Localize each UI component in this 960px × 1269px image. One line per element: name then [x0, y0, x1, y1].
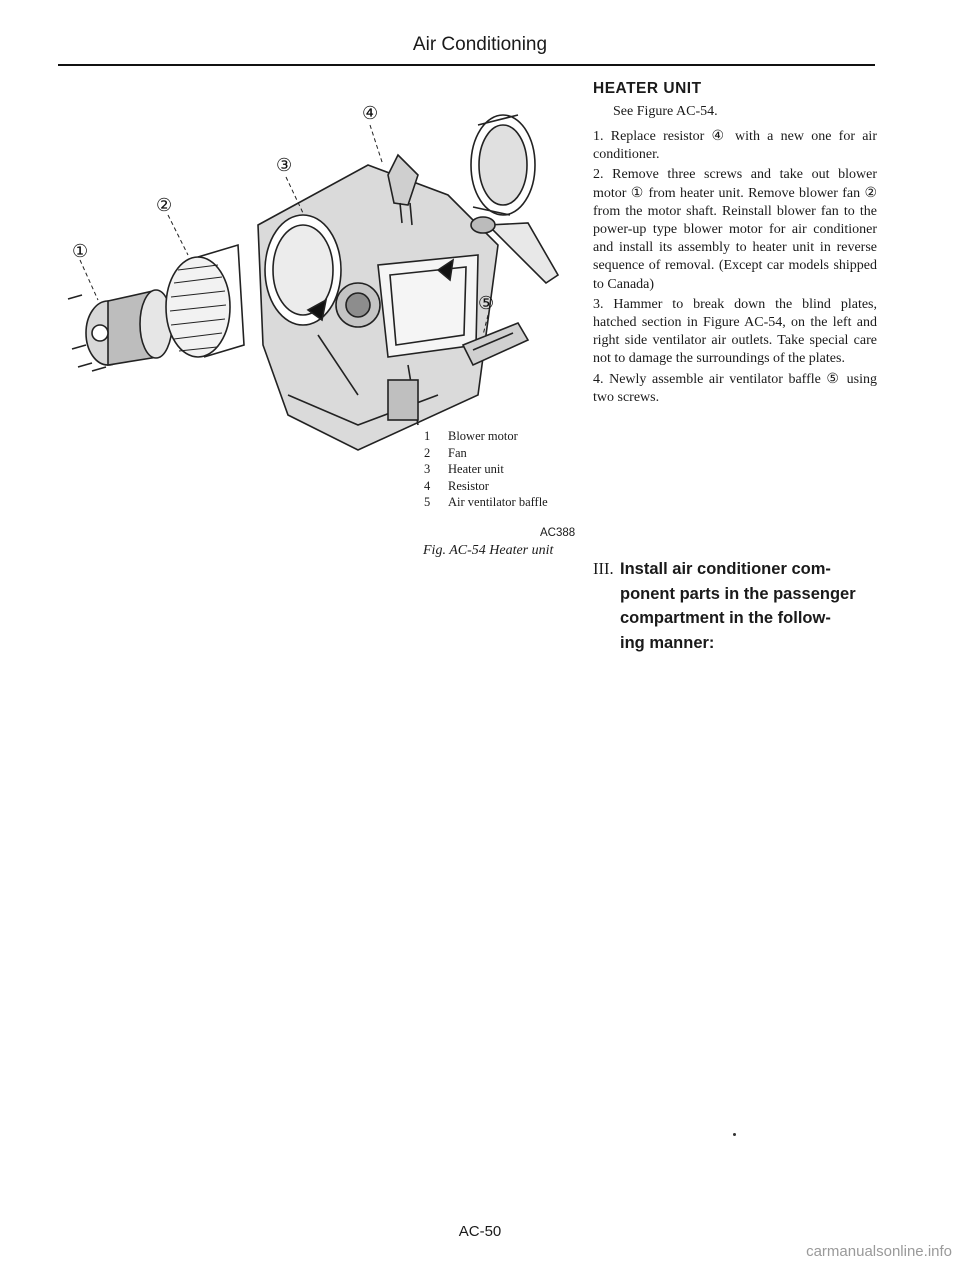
stray-mark	[733, 1133, 736, 1136]
legend-number: 4	[424, 478, 431, 493]
watermark: carmanualsonline.info	[806, 1243, 952, 1260]
heater-unit-illustration	[58, 95, 588, 470]
legend-label: Blower motor	[448, 429, 518, 443]
section-title: HEATER UNIT	[593, 80, 702, 97]
step-3: 3. Hammer to break down the blind plates, hatched section in Figure AC-54, on the left and right side ventilator air outlets. Take special care not to damage the surroundings of the plates.	[593, 296, 877, 367]
legend-number: 1	[424, 429, 431, 443]
see-figure-note: See Figure AC-54.	[613, 104, 718, 119]
callout-3: ③	[276, 155, 293, 175]
legend-item	[424, 494, 548, 511]
legend-label: Air ventilator baffle	[448, 495, 548, 509]
section-3-number: III.	[593, 559, 614, 578]
section-3-line: ing manner:	[620, 633, 715, 652]
section-3-heading	[593, 557, 877, 655]
figure-code: AC388	[540, 527, 576, 539]
callout-1: ①	[72, 241, 89, 261]
page-number: AC-50	[458, 1223, 502, 1240]
step-2: 2. Remove three screws and take out blower motor ① from heater unit. Remove blower fan ② from the motor shaft. Reinstall blower fan to the power-up type blower motor for air conditioner and install its assembly to heater unit in reverse sequence of removal. (Except car models shipped to Canada)	[593, 167, 877, 292]
figure-legend	[424, 428, 548, 511]
legend-label: Resistor	[448, 478, 489, 493]
section-3-line: Install air conditioner com-	[620, 560, 831, 578]
legend-item	[424, 461, 548, 478]
legend-number: 2	[424, 445, 431, 460]
legend-number: 3	[424, 462, 431, 476]
header-rule	[58, 64, 875, 66]
section-3-line: compartment in the follow-	[620, 609, 831, 627]
heater-unit-section	[593, 80, 877, 409]
legend-label: Heater unit	[448, 462, 504, 476]
section-3-line: ponent parts in the passenger	[620, 584, 856, 603]
legend-number: 5	[424, 495, 431, 509]
callout-5: ⑤	[478, 293, 495, 313]
page-title: Air Conditioning	[412, 34, 548, 55]
figure-caption: Fig. AC-54 Heater unit	[423, 543, 554, 558]
legend-label: Fan	[448, 445, 467, 460]
legend-item	[424, 478, 548, 495]
callout-2: ②	[156, 195, 173, 215]
callout-4: ④	[362, 103, 379, 123]
step-1: 1. Replace resistor ④ with a new one for air conditioner.	[593, 129, 877, 163]
step-4: 4. Newly assemble air ventilator baffle ⑤ using two screws.	[593, 371, 877, 405]
legend-item	[424, 445, 548, 462]
legend-item	[424, 428, 548, 445]
